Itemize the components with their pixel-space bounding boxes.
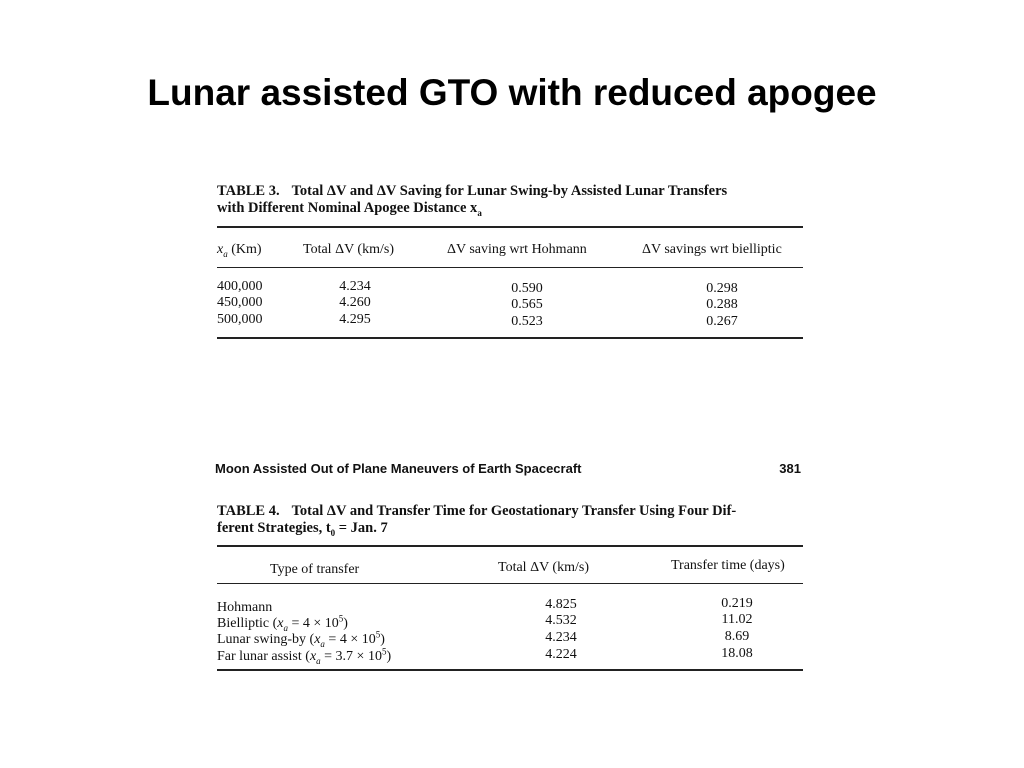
table-3-top-rule (217, 226, 803, 228)
table-3-caption-line1: Total ΔV and ΔV Saving for Lunar Swing-by Assisted Lunar Transfers (291, 183, 728, 199)
table-3-label: TABLE 3. (217, 183, 280, 199)
table-4: TABLE 4. Total ΔV and Transfer Time for Geostationary Transfer Using Four Dif- ferent Strategies, $t_0$ = Jan. 7 Type of transfer Total ΔV (km/s) Transfer time (days) Hohmann 4.825 0.219 Bielliptic $(x_a = 4 \times 10^5)$ 4.532 11.02 Lunar swing-by $(x_a = 4 \times 10^5)$ 4.234 8.69 Far lunar assist $(x_a = 3.7 \times 10^5)$ 4.224 18.08 (217, 503, 803, 678)
table-4-bottom-rule (217, 669, 803, 671)
table-3-caption-line2: with Different Nominal Apogee Distance x (217, 200, 478, 216)
table-3-bottom-rule (217, 337, 803, 339)
table-3-caption-sub: a (477, 207, 482, 218)
table-4-top-rule (217, 545, 803, 547)
table-3-header-bielliptic: ΔV savings wrt bielliptic (642, 242, 782, 257)
table-4-header-time: Transfer time (days) (671, 558, 785, 573)
table-3-header-rule (217, 267, 803, 268)
table-4-caption-line2: ferent Strategies, t (217, 520, 331, 536)
table-4-caption (217, 503, 803, 537)
table-3-header-hohmann: ΔV saving wrt Hohmann (447, 242, 587, 257)
slide-title: Lunar assisted GTO with reduced apogee (147, 72, 877, 113)
page-number: 381 (779, 461, 801, 476)
table-3-caption (217, 183, 803, 217)
table-3: TABLE 3. Total ΔV and ΔV Saving for Lunar Swing-by Assisted Lunar Transfers with Different Nominal Apogee Distance $x_a$ $x_a$ (Km) Total ΔV (km/s) ΔV saving wrt Hohmann ΔV savings wrt bielliptic 400,000 4.234 0.590 0.298 450,000 4.260 0.565 0.288 500,000 4.295 0.523 0.267 (217, 183, 803, 343)
page-header (215, 461, 801, 476)
table-3-header-total: Total ΔV (km/s) (303, 242, 394, 257)
table-4-caption-line1: Total ΔV and Transfer Time for Geostationary Transfer Using Four Dif- (291, 503, 737, 519)
table-4-header-rule (217, 583, 803, 584)
table-4-header-type: Type of transfer (270, 562, 360, 577)
page-header-text: Moon Assisted Out of Plane Maneuvers of Earth Spacecraft (215, 461, 582, 476)
table-4-label: TABLE 4. (217, 503, 280, 519)
table-4-caption-rest: = Jan. 7 (335, 520, 388, 536)
table-4-caption-sub: 0 (330, 527, 336, 538)
table-3-header-xa: $x_a$ (Km) (217, 242, 262, 259)
table-4-header-total: Total ΔV (km/s) (498, 560, 589, 575)
